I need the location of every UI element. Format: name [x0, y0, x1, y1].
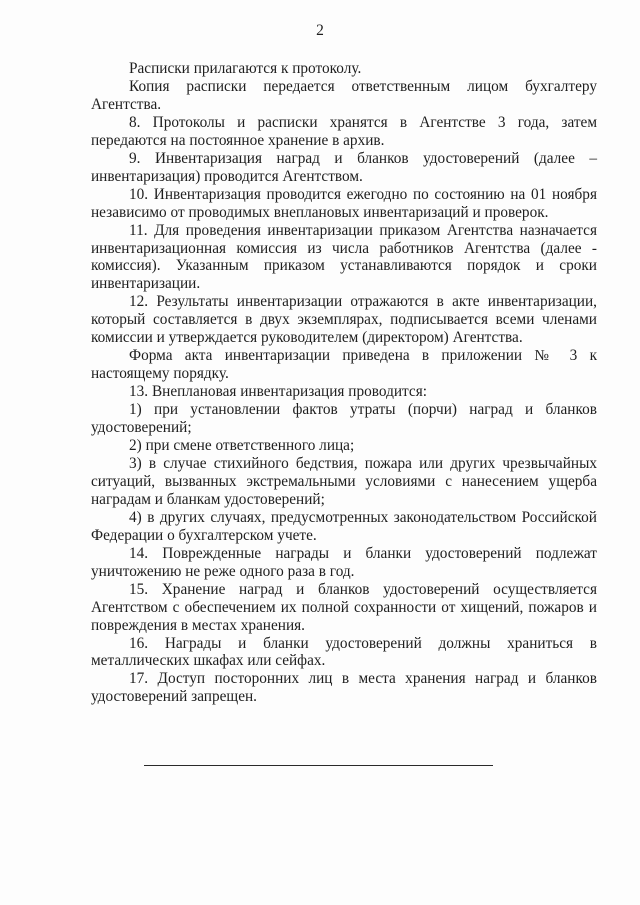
paragraph-item-12: 12. Результаты инвентаризации отражаются в акте инвентаризации, который составляется в двух экземплярах, подписывается всеми членами комиссии и утверждается руководителем (директором) Агентства.	[91, 293, 597, 347]
paragraph-receipt-copy: Копия расписки передается ответственным лицом бухгалтеру Агентства.	[91, 77, 597, 113]
document-body	[91, 60, 597, 706]
paragraph-item-8: 8. Протоколы и расписки хранятся в Агентстве 3 года, затем передаются на постоянное хранение в архив.	[91, 113, 597, 149]
page-number: 2	[316, 22, 324, 39]
paragraph-item-13: 13. Внеплановая инвентаризация проводится:	[129, 383, 428, 401]
paragraph-item-10: 10. Инвентаризация проводится ежегодно по состоянию на 01 ноября независимо от проводимых внеплановых инвентаризаций и проверок.	[91, 185, 597, 221]
paragraph-item-13-4: 4) в других случаях, предусмотренных законодательством Российской Федерации о бухгалтерском учете.	[91, 508, 597, 544]
paragraph-act-form: Форма акта инвентаризации приведена в приложении № 3 к настоящему порядку.	[91, 347, 597, 383]
paragraph-item-17: 17. Доступ посторонних лиц в места хранения наград и бланков удостоверений запрещен.	[91, 670, 597, 706]
paragraph-item-13-2: 2) при смене ответственного лица;	[129, 437, 355, 455]
paragraph-item-15: 15. Хранение наград и бланков удостоверений осуществляется Агентством с обеспечением их полной сохранности от хищений, пожаров и повреждения в местах хранения.	[91, 580, 597, 634]
paragraph-item-11: 11. Для проведения инвентаризации приказом Агентства назначается инвентаризационная комиссия из числа работников Агентства (далее - комиссия). Указанным приказом устанавливаются порядок и сроки инвентаризации.	[91, 221, 597, 293]
paragraph-item-9: 9. Инвентаризация наград и бланков удостоверений (далее – инвентаризация) проводится Агентством.	[91, 149, 597, 185]
paragraph-item-14: 14. Поврежденные награды и бланки удостоверений подлежат уничтожению не реже одного раза в год.	[91, 544, 597, 580]
paragraph-receipts-attached: Расписки прилагаются к протоколу.	[129, 60, 362, 77]
paragraph-item-13-3: 3) в случае стихийного бедствия, пожара или других чрезвычайных ситуаций, вызванных экстремальными условиями с нанесением ущерба наградам и бланкам удостоверений;	[91, 454, 597, 508]
end-divider-line	[144, 765, 493, 766]
paragraph-item-16: 16. Награды и бланки удостоверений должны храниться в металлических шкафах или сейфах.	[91, 634, 597, 670]
paragraph-item-13-1: 1) при установлении фактов утраты (порчи) наград и бланков удостоверений;	[91, 401, 597, 437]
